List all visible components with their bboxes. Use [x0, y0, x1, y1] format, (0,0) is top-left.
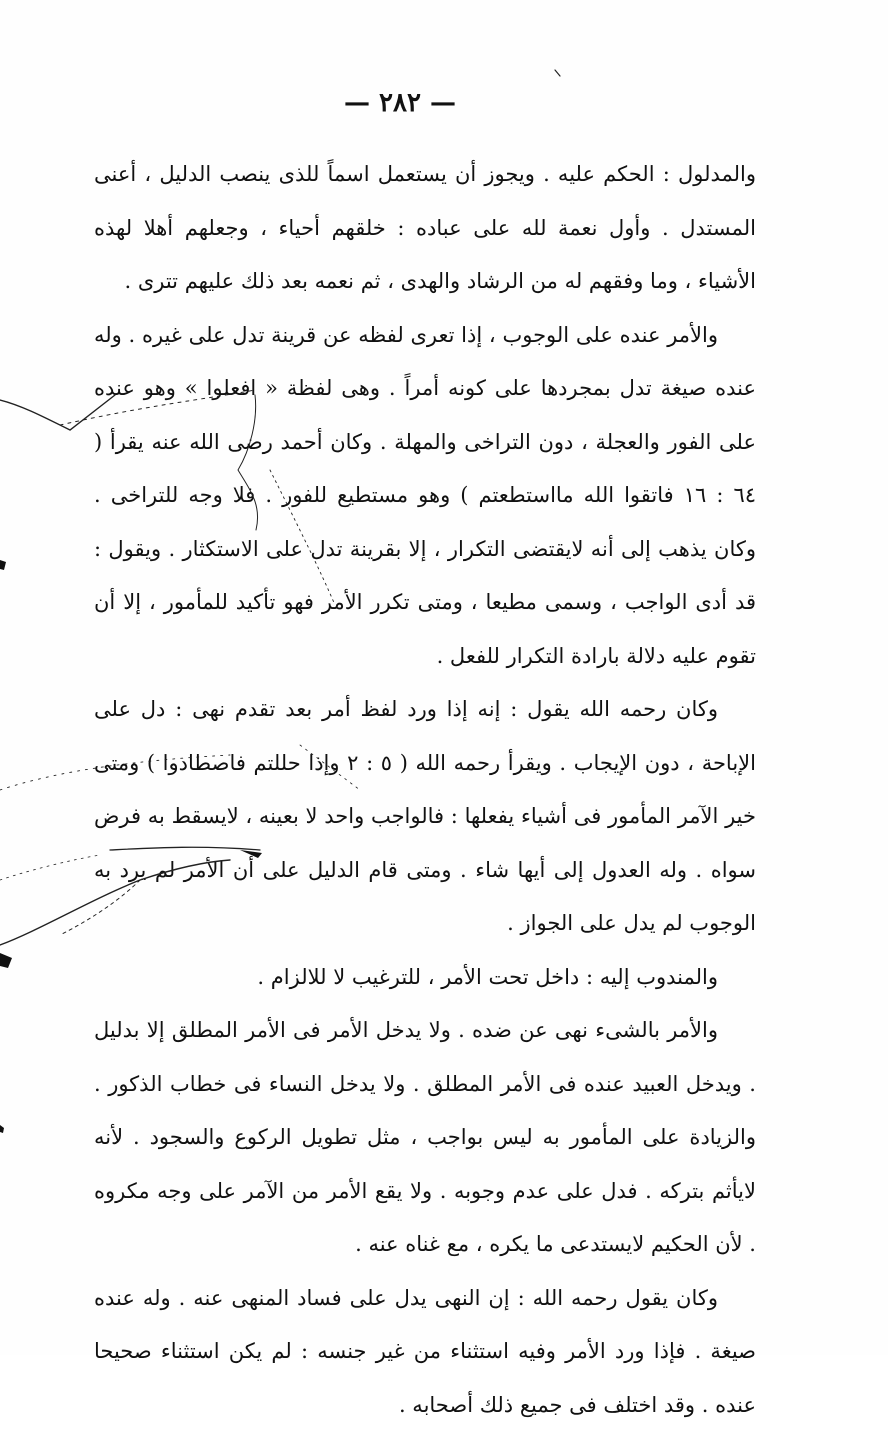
paragraph-6: وكان يقول رحمه الله : إن النهى يدل على فساد المنهى عنه . وله عنده صيغة . فإذا ورد الأمر وفيه استثناء من غير جنسه : لم يكن استثناء صحيحا عنده . وقد اختلف فى جميع ذلك أصحابه .	[94, 1272, 756, 1432]
page-number: — ٢٨٢ —	[0, 88, 800, 118]
paragraph-1: والمدلول : الحكم عليه . ويجوز أن يستعمل اسماً للذى ينصب الدليل ، أعنى المستدل . وأول نعمة لله على عباده : خلقهم أحياء ، وجعلهم أهلا لهذه الأشياء ، وما وفقهم له من الرشاد والهدى ، ثم نعمه بعد ذلك عليهم تترى .	[94, 148, 756, 309]
paragraph-2: والأمر عنده على الوجوب ، إذا تعرى لفظه عن قرينة تدل على غيره . وله عنده صيغة تدل بمجردها على كونه أمراً . وهى لفظة « افعلوا » وهو عنده على الفور والعجلة ، دون التراخى والمهلة . وكان أحمد رضى الله عنه يقرأ ( ٦٤ : ١٦ فاتقوا الله مااستطعتم ) وهو مستطيع للفور . فلا وجه للتراخى . وكان يذهب إلى أنه لايقتضى التكرار ، إلا بقرينة تدل على الاستكثار . ويقول : قد أدى الواجب ، وسمى مطيعا ، ومتى تكرر الأمر فهو تأكيد للمأمور ، إلا أن تقوم عليه دلالة بارادة التكرار للفعل .	[94, 309, 756, 684]
body-text	[94, 148, 756, 1432]
paragraph-4: والمندوب إليه : داخل تحت الأمر ، للترغيب لا للالزام .	[94, 951, 756, 1005]
paragraph-5: والأمر بالشىء نهى عن ضده . ولا يدخل الأمر فى الأمر المطلق إلا بدليل . ويدخل العبيد عنده فى الأمر المطلق . ولا يدخل النساء فى خطاب الذكور . والزيادة على المأمور به ليس بواجب ، مثل تطويل الركوع والسجود . لأنه لايأثم بتركه . فدل على عدم وجوبه . ولا يقع الأمر من الآمر على وجه مكروه . لأن الحكيم لايستدعى ما يكره ، مع غناه عنه .	[94, 1004, 756, 1272]
paragraph-3: وكان رحمه الله يقول : إنه إذا ورد لفظ أمر بعد تقدم نهى : دل على الإباحة ، دون الإيجاب . ويقرأ رحمه الله ( ٥ : ٢ وإذا حللتم فاصطادوا ) ومتى خير الآمر المأمور فى أشياء يفعلها : فالواجب واحد لا بعينه ، لايسقط به فرض سواه . وله العدول إلى أيها شاء . ومتى قام الدليل على أن الأمر لم يرد به الوجوب لم يدل على الجواز .	[94, 683, 756, 951]
